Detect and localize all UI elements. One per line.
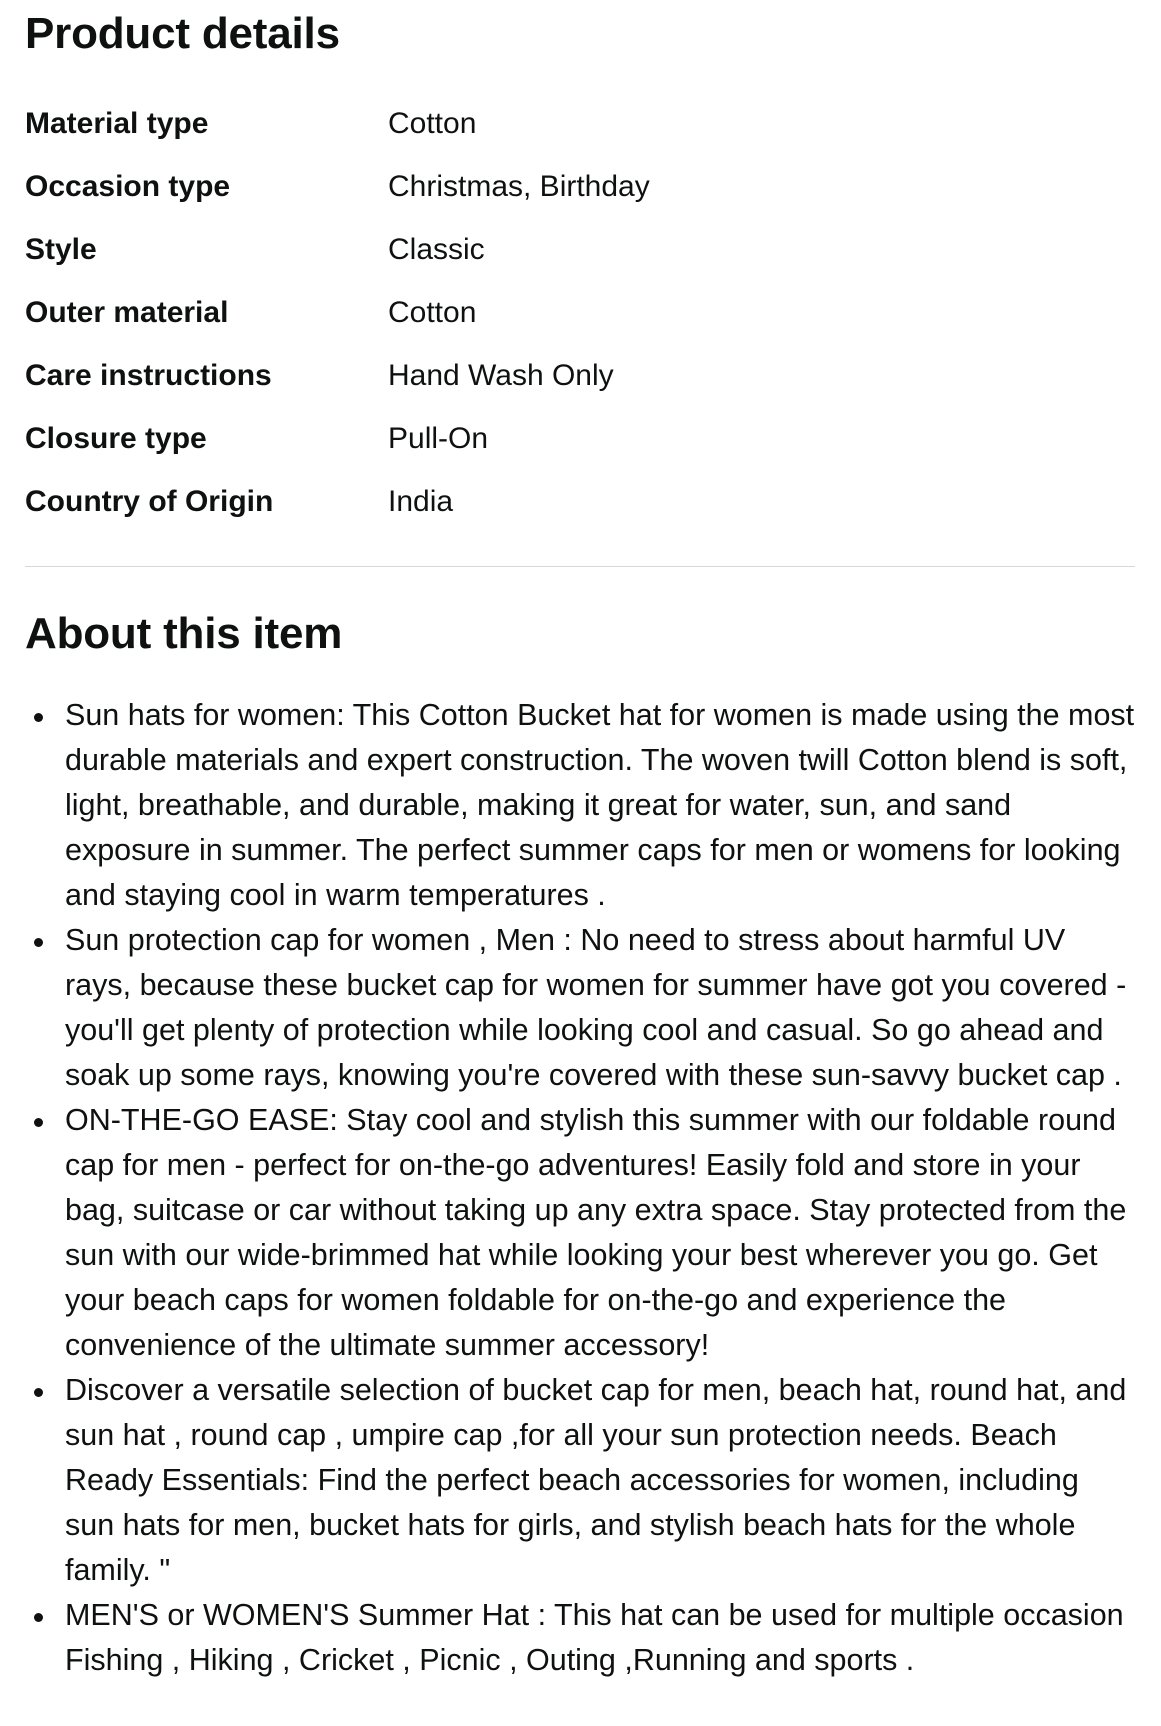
details-row-country-of-origin [25, 470, 650, 533]
details-label: Style [25, 232, 97, 266]
about-bullet-item [65, 693, 1135, 918]
details-value: Christmas, Birthday [388, 169, 650, 203]
product-details-table [25, 92, 650, 533]
details-row-material-type [25, 92, 650, 155]
bullet-dot-icon [34, 1388, 43, 1397]
details-row-occasion-type [25, 155, 650, 218]
section-divider [25, 566, 1135, 567]
about-bullet-item [65, 1593, 1135, 1683]
details-row-closure-type [25, 407, 650, 470]
details-label: Closure type [25, 421, 207, 455]
about-bullet-text: ON-THE-GO EASE: Stay cool and stylish this summer with our foldable round cap for men - perfect for on-the-go adventures! Easily fold and store in your bag, suitcase or car without taking up any extra space. Stay protected from the sun with our wide-brimmed hat while looking your best wherever you go. Get your beach caps for women foldable for on-the-go and experience the convenience of the ultimate summer accessory! [65, 1103, 1127, 1362]
details-value: India [388, 484, 454, 518]
details-label: Care instructions [25, 358, 272, 392]
bullet-dot-icon [34, 938, 43, 947]
details-label: Occasion type [25, 169, 231, 203]
about-this-item-heading: About this item [25, 609, 343, 658]
details-value: Hand Wash Only [388, 358, 614, 392]
about-bullet-text: Sun protection cap for women , Men : No need to stress about harmful UV rays, because these bucket cap for women for summer have got you covered - you'll get plenty of protection while looking cool and casual. So go ahead and soak up some rays, knowing you're covered with these sun-savvy bucket cap . [65, 923, 1127, 1092]
about-bullet-item [65, 1368, 1135, 1593]
details-row-care-instructions [25, 344, 650, 407]
details-value: Pull-On [388, 421, 489, 455]
details-value: Cotton [388, 106, 477, 140]
details-label: Material type [25, 106, 209, 140]
bullet-dot-icon [34, 1613, 43, 1622]
about-bullet-text: Sun hats for women: This Cotton Bucket hat for women is made using the most durable materials and expert construction. The woven twill Cotton blend is soft, light, breathable, and durable, making it great for water, sun, and sand exposure in summer. The perfect summer caps for men or womens for looking and staying cool in warm temperatures . [65, 698, 1135, 912]
details-value: Classic [388, 232, 485, 266]
about-bullet-item [65, 1098, 1135, 1368]
bullet-dot-icon [34, 1118, 43, 1127]
about-bullet-item [65, 918, 1135, 1098]
details-row-outer-material [25, 281, 650, 344]
details-label: Outer material [25, 295, 229, 329]
bullet-dot-icon [34, 713, 43, 722]
product-details-heading: Product details [25, 9, 340, 58]
details-value: Cotton [388, 295, 477, 329]
about-bullet-text: MEN'S or WOMEN'S Summer Hat : This hat can be used for multiple occasion Fishing , Hiking , Cricket , Picnic , Outing ,Running and sports . [65, 1598, 1124, 1677]
about-bullet-text: Discover a versatile selection of bucket cap for men, beach hat, round hat, and sun hat , round cap , umpire cap ,for all your sun protection needs. Beach Ready Essentials: Find the perfect beach accessories for women, including sun hats for men, bucket hats for girls, and stylish beach hats for the whole family. " [65, 1373, 1127, 1587]
about-bullet-list [25, 693, 1135, 1683]
details-row-style [25, 218, 650, 281]
details-label: Country of Origin [25, 484, 274, 518]
